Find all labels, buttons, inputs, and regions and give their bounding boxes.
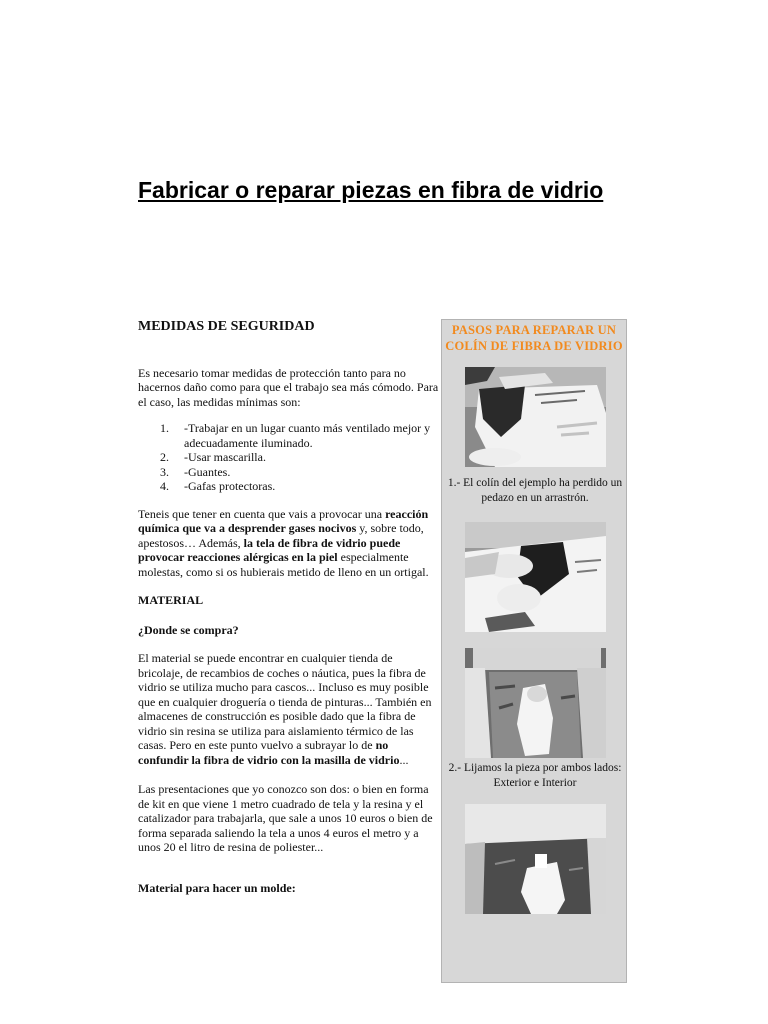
- section-heading-safety: MEDIDAS DE SEGURIDAD: [138, 319, 315, 334]
- page-title: Fabricar o reparar piezas en fibra de vidrio: [138, 177, 604, 203]
- step-2-photo: [465, 648, 606, 758]
- list-item: [138, 421, 440, 450]
- step-1b-photo: [465, 522, 606, 632]
- warning-text: Teneis que tener en cuenta que vais a provocar una: [138, 506, 386, 521]
- warning-bold-allergy: la tela de fibra de vidrio puede provocar reacciones alérgicas en la piel: [138, 535, 401, 564]
- list-item-number: 2.: [160, 450, 169, 464]
- sidebar-title: PASOS PARA REPARAR UN COLÍN DE FIBRA DE VIDRIO: [445, 323, 623, 353]
- warning-bold-gases: reacción química que va a desprender gases nocivos: [138, 506, 429, 535]
- list-item: [138, 479, 440, 494]
- list-item-text: -Trabajar en un lugar cuanto más ventilado mejor y adecuadamente iluminado.: [184, 421, 431, 450]
- list-item-number: 4.: [160, 479, 169, 493]
- safety-intro-paragraph: Es necesario tomar medidas de protección tanto para no hacernos daño como para que el trabajo sea más cómodo. Para el caso, las medidas mínimas son:: [138, 365, 439, 409]
- subheading-mold-material: Material para hacer un molde:: [138, 880, 296, 895]
- step-1-photo: [465, 367, 606, 467]
- safety-list: [138, 421, 440, 494]
- section-heading-material: MATERIAL: [138, 593, 204, 607]
- main-column: [138, 320, 440, 895]
- step-1-caption: 1.- El colín del ejemplo ha perdido un pedazo en un arrastrón.: [447, 477, 623, 504]
- list-item: [138, 465, 440, 480]
- list-item-number: 3.: [160, 464, 169, 479]
- list-item-text: -Gafas protectoras.: [184, 479, 276, 493]
- where-bold-warning: no confundir la fibra de vidrio con la masilla de vidrio: [138, 738, 400, 767]
- list-item-number: 1.: [160, 421, 169, 435]
- list-item-text: -Usar mascarilla.: [184, 450, 266, 464]
- where-text: ...: [399, 752, 409, 767]
- where-text: El material se puede encontrar en cualquier tienda de bricolaje, de recambios de coches o náutica, pues la fibra de vidrio se utiliza mucho para cascos... Incluso es muy posible que en cualquier droguería o tienda de pinturas... También en almacenes de construcción es posible dado que la fibra de vidrio sin resina se utiliza para aislamiento térmico de las casas. Pero en este punto vuelvo a subrayar lo de: [138, 651, 432, 752]
- list-item: [138, 450, 440, 465]
- warning-text: especialmente molestas, como si os hubierais metido de lleno en un ortigal.: [138, 550, 429, 579]
- subheading-where-to-buy: ¿Donde se compra?: [138, 622, 239, 637]
- step-2b-photo: [465, 804, 606, 914]
- warning-text: y, sobre todo, apestosos… Además,: [138, 521, 424, 550]
- step-2-caption: 2.- Lijamos la pieza por ambos lados: Exterior e Interior: [448, 762, 622, 789]
- presentations-paragraph: Las presentaciones que yo conozco son dos: o bien en forma de kit en que viene 1 metro cuadrado de tela y la resina y el catalizador para trabajarla, que sale a unos 10 euros o bien de forma separada saliendo la tela a unos 4 euros el metro y a unos 20 el litro de resina de poliester...: [138, 782, 433, 854]
- safety-warning-paragraph: [138, 507, 440, 580]
- repair-steps-sidebar: [441, 319, 627, 983]
- where-to-buy-paragraph: [138, 651, 440, 767]
- list-item-text: -Guantes.: [184, 464, 231, 479]
